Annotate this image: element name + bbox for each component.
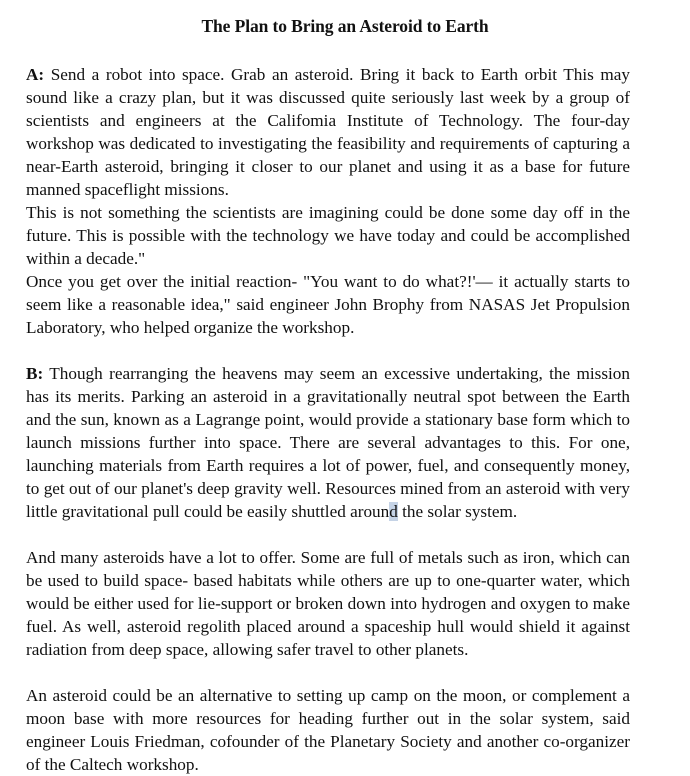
- document-title: The Plan to Bring an Asteroid to Earth: [201, 16, 489, 36]
- section-b-paragraph-1-tail: the solar system.: [397, 502, 518, 521]
- section-b-paragraph-2: And many asteroids have a lot to offer. Some are full of metals such as iron, which can be used to build space- based habitats while others are up to one-quarter water, which would be either used for lie-support or broken down into hydrogen and oxygen to make fuel. As well, asteroid regolith placed around a spaceship hull would shield it against radiation from deep space, allowing safer travel to other planets.: [26, 548, 630, 659]
- section-a-paragraph-1-text: Send a robot into space. Grab an asteroid. Bring it back to Earth orbit This may sound like a crazy plan, but it was discussed quite seriously last week by a group of scientists and engineers at the Califomia Institute of Technology. The four-day workshop was dedicated to investigating the feasibility and requirements of capturing a near-Earth asteroid, bringing it closer to our planet and using it as a base for future manned spaceflight missions.: [26, 65, 630, 199]
- document-body: [26, 63, 630, 776]
- section-a-label: A:: [26, 65, 45, 84]
- section-b-label: B:: [26, 364, 44, 383]
- section-a-paragraph-2: This is not something the scientists are imagining could be done some day off in the future. This is possible with the technology we have today and could be accomplished within a decade.": [26, 203, 630, 268]
- section-b-paragraph-1: [26, 362, 630, 523]
- section-a-paragraph-1: [26, 63, 630, 201]
- section-b-paragraph-1-text: Though rearranging the heavens may seem an excessive undertaking, the mission has its merits. Parking an asteroid in a gravitationally neutral spot between the Earth and the sun, known as a Lagrange point, would provide a stationary base form which to launch missions further into space. There are several advantages to this. For one, launching materials from Earth requires a lot of power, fuel, and consequently money, to get out of our planet's deep gravity well. Resources mined from an asteroid with very little gravitational pull could be easily shuttled aroun: [26, 364, 630, 521]
- section-a-paragraph-3: Once you get over the initial reaction- "You want to do what?!'— it actually starts to seem like a reasonable idea," said engineer John Brophy from NASAS Jet Propulsion Laboratory, who helped organize the workshop.: [26, 272, 630, 337]
- text-cursor-highlight[interactable]: d: [389, 502, 398, 521]
- section-b-paragraph-3: An asteroid could be an alternative to setting up camp on the moon, or complement a moon base with more resources for heading further out in the solar system, said engineer Louis Friedman, cofounder of the Planetary Society and another co-organizer of the Caltech workshop.: [26, 686, 630, 774]
